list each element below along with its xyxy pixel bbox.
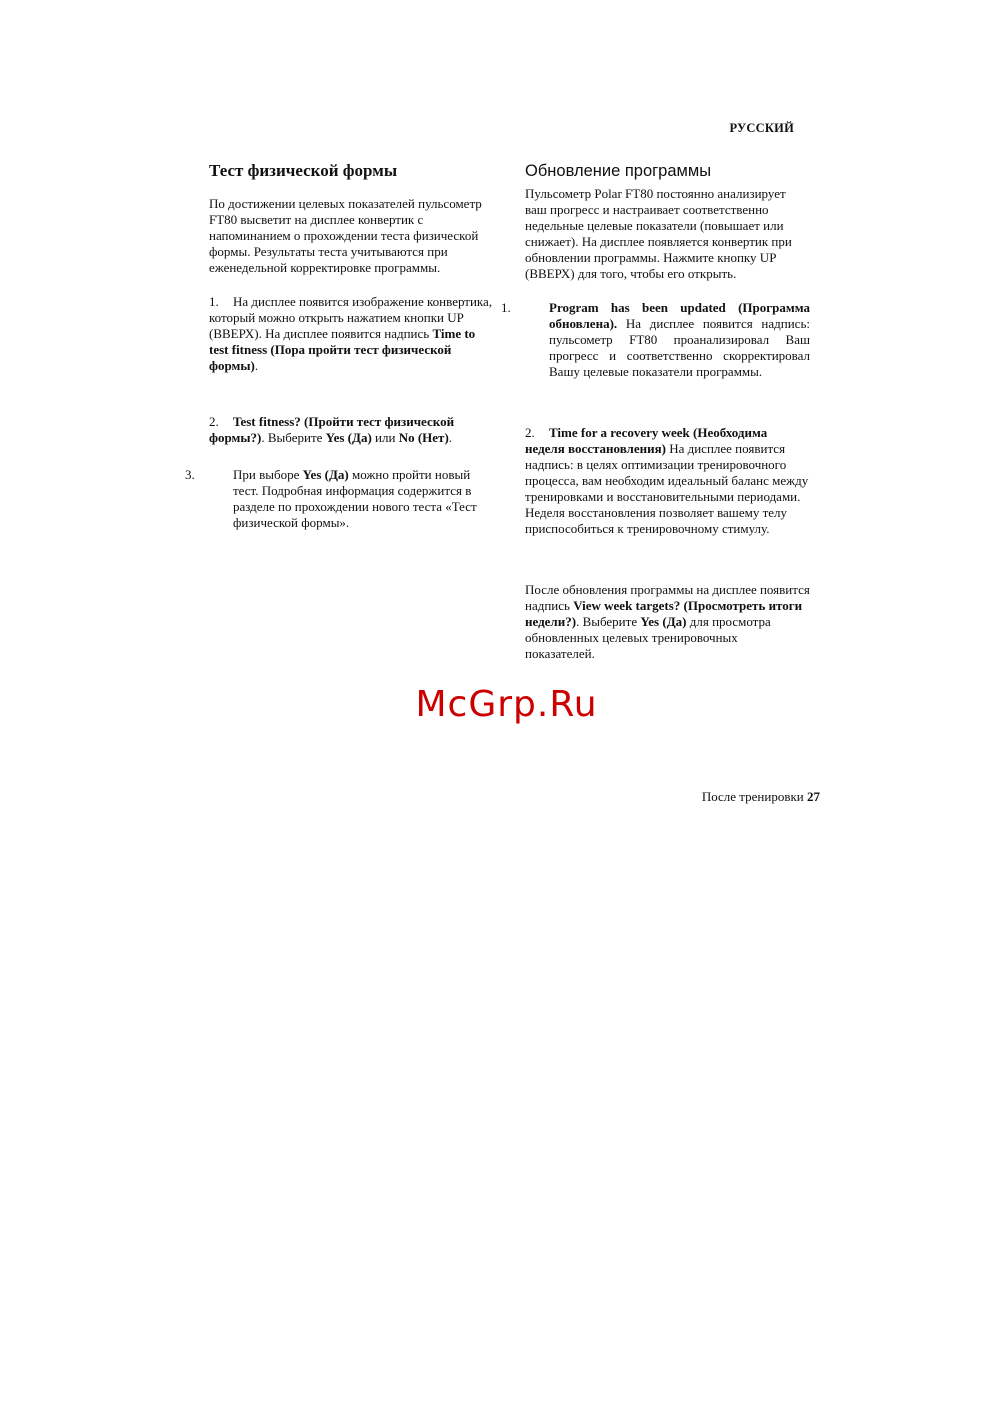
program-update-intro: Пульсометр Polar FT80 постоянно анализирует ваш прогресс и настраивает соответственно недельные целевые показатели (повышает или снижает). На дисплее появляется конвертик при обновлении программы. Нажмите кнопку UP (ВВЕРХ) для того, чтобы его открыть. [525, 186, 792, 281]
step-text: На дисплее появится изображение конвертика, который можно открыть нажатием кнопки UP (ВВЕРХ). На дисплее появится надпись [209, 294, 493, 341]
step-bold: Time to test fitness (Пора пройти тест физической формы) [209, 326, 476, 373]
step-bold: Yes (Да) [302, 467, 349, 482]
step-number: 2. [209, 414, 219, 429]
outro-text: После обновления программы на дисплее появится надпись [525, 582, 810, 613]
step-text: При выборе [233, 467, 303, 482]
step-bold: No (Нет) [398, 430, 449, 445]
step-text: можно пройти новый тест. Подробная информация содержится в разделе по прохождении нового теста «Тест физической формы». [233, 467, 477, 530]
outro-bold: View week targets? (Просмотреть итоги недели?) [525, 598, 803, 629]
step-end: . [448, 430, 453, 445]
outro-bold: Yes (Да) [640, 614, 687, 629]
step-bold: Test fitness? (Пройти тест физической формы?) [209, 414, 455, 445]
step-bold: Program has been updated (Программа обновлена). [549, 300, 810, 331]
step-number: 2. [525, 425, 535, 440]
step-end: . [254, 358, 259, 373]
step-bold: Yes (Да) [325, 430, 372, 445]
fitness-step-3 [185, 467, 497, 531]
page-footer [600, 789, 820, 805]
fitness-step-1 [209, 294, 497, 374]
right-column [501, 160, 810, 662]
step-text: На дисплее появится надпись: пульсометр FT80 проанализировал Ваш прогресс и соответственно скорректировал Вашу целевые показатели программы. [549, 316, 810, 379]
outro-text: для просмотра обновленных целевых тренировочных показателей. [525, 614, 771, 661]
update-step-1 [501, 300, 810, 380]
step-number: 3. [185, 467, 195, 482]
left-column [185, 160, 497, 531]
update-outro [525, 582, 810, 662]
outro-text: . Выберите [576, 614, 641, 629]
page-number: 27 [807, 789, 820, 804]
language-label: РУССКИЙ [729, 121, 794, 135]
footer-section: После тренировки [701, 789, 807, 804]
fitness-test-intro: По достижении целевых показателей пульсометр FT80 высветит на дисплее конвертик с напоминанием о прохождении теста физической формы. Результаты теста учитываются при еженедельной корректировке программы. [209, 196, 482, 275]
program-update-heading: Обновление программы [525, 162, 712, 180]
step-text: или [371, 430, 399, 445]
step-text: . Выберите [261, 430, 326, 445]
watermark: McGrp.Ru [415, 684, 598, 725]
fitness-step-2 [209, 414, 497, 446]
step-number: 1. [501, 300, 511, 315]
fitness-test-heading: Тест физической формы [209, 161, 398, 180]
step-text: На дисплее появится надпись: в целях оптимизации тренировочного процесса, вам необходим идеальный баланс между тренировками и восстановительными периодами. Неделя восстановления позволяет вашему телу приспособиться к тренировочному стимулу. [525, 441, 809, 536]
step-number: 1. [209, 294, 219, 309]
update-step-2 [525, 425, 810, 537]
step-bold: Time for a recovery week (Необходима неделя восстановления) [525, 425, 768, 456]
